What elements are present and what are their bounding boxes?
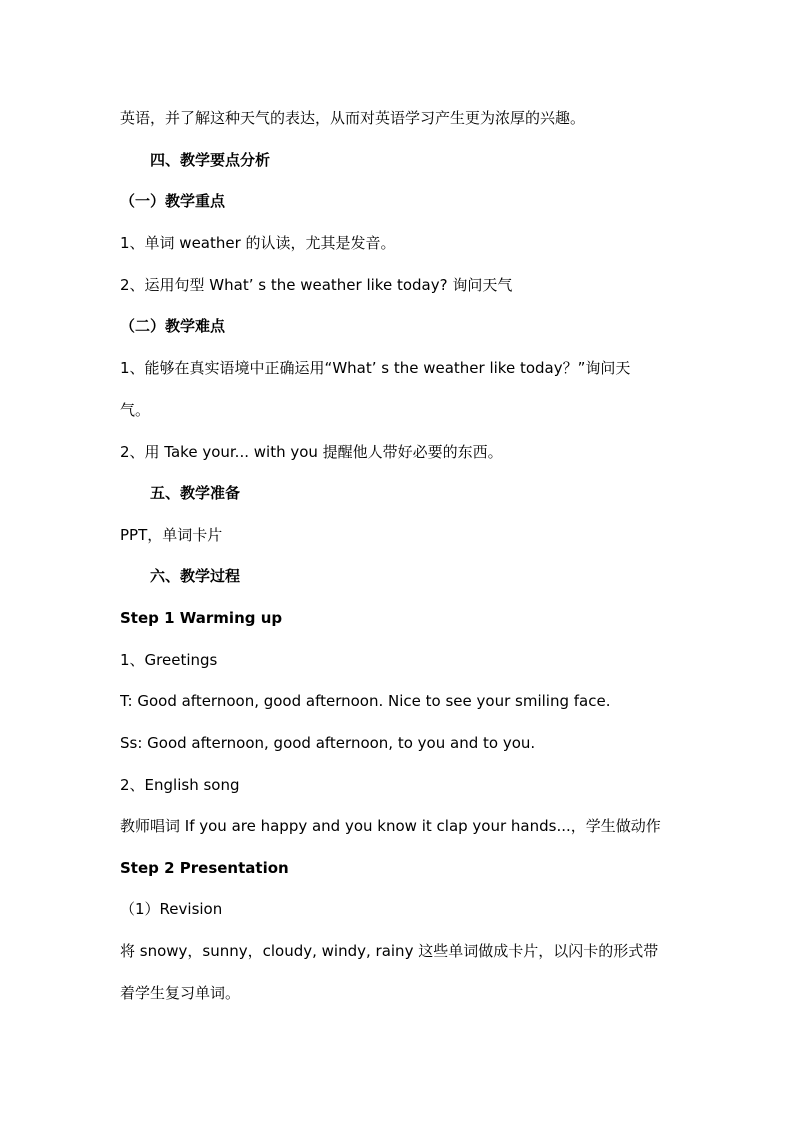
students-greeting: Ss: Good afternoon, good afternoon, to you and to you. xyxy=(120,734,536,752)
difficult-point-1: 1、能够在真实语境中正确运用“What’ s the weather like today？”询问天 xyxy=(120,359,631,377)
revision-description: 将 snowy，sunny，cloudy, windy, rainy 这些单词做成卡片，以闪卡的形式带 xyxy=(120,942,659,960)
section-heading-process: 六、教学过程 xyxy=(150,567,241,585)
teacher-greeting: T: Good afternoon, good afternoon. Nice to see your smiling face. xyxy=(120,692,611,710)
song-description: 教师唱词 If you are happy and you know it clap your hands...，学生做动作 xyxy=(120,817,661,835)
section-heading-preparation: 五、教学准备 xyxy=(150,484,241,502)
preparation-items: PPT，单词卡片 xyxy=(120,526,223,544)
revision-item: （1）Revision xyxy=(120,900,223,918)
difficult-point-2: 2、用 Take your... with you 提醒他人带好必要的东西。 xyxy=(120,443,503,461)
subheading-key-points: （一）教学重点 xyxy=(120,192,226,210)
step-2-heading: Step 2 Presentation xyxy=(120,859,289,877)
key-point-1: 1、单词 weather 的认读，尤其是发音。 xyxy=(120,234,396,252)
difficult-point-1-continuation: 气。 xyxy=(120,401,151,419)
paragraph-continuation: 英语，并了解这种天气的表达，从而对英语学习产生更为浓厚的兴趣。 xyxy=(120,109,586,127)
step-1-heading: Step 1 Warming up xyxy=(120,609,283,627)
english-song-item: 2、English song xyxy=(120,776,240,794)
revision-description-continuation: 着学生复习单词。 xyxy=(120,984,241,1002)
key-point-2: 2、运用句型 What’ s the weather like today? 询问天气 xyxy=(120,276,513,294)
greetings-item: 1、Greetings xyxy=(120,651,218,669)
subheading-difficult-points: （二）教学难点 xyxy=(120,317,226,335)
section-heading-teaching-points: 四、教学要点分析 xyxy=(150,151,271,169)
